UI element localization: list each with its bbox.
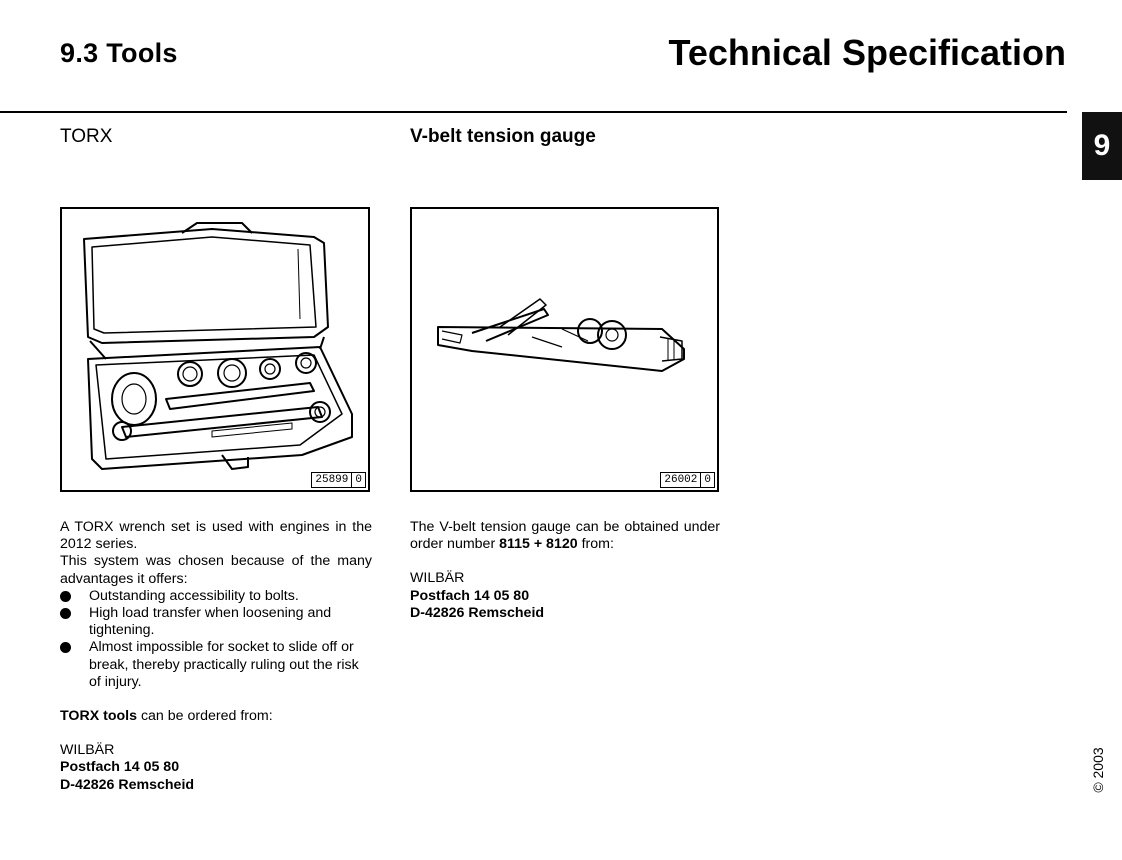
torx-supplier-city: D-42826 Remscheid: [60, 776, 195, 793]
torx-intro: A TORX wrench set is used with engines in the 2012 series.: [60, 519, 372, 553]
advantage-text: High load transfer when loosening and tightening.: [89, 605, 332, 639]
torx-description: [60, 519, 372, 794]
bullet-icon: [60, 642, 71, 653]
torx-wrench-set-figure: [60, 207, 370, 492]
vbelt-figure-index: 0: [700, 473, 714, 487]
torx-figure-number: [311, 472, 366, 488]
vbelt-text-after: from:: [577, 536, 614, 553]
chapter-tab[interactable]: 9: [1082, 112, 1122, 180]
bullet-icon: [60, 608, 71, 619]
vbelt-order-number: 8115 + 8120: [499, 536, 578, 553]
torx-figure-index: 0: [351, 473, 365, 487]
list-item: [60, 639, 372, 691]
vbelt-text-before: The V-belt tension gauge can be obtained under order number: [410, 519, 720, 553]
vbelt-supplier-postbox: Postfach 14 05 80: [410, 587, 530, 604]
list-item: [60, 605, 372, 639]
bullet-icon: [60, 591, 71, 602]
vbelt-supplier-name: WILBÄR: [410, 570, 465, 587]
copyright-notice: [1088, 740, 1108, 800]
torx-figure-id: 25899: [315, 474, 349, 486]
vbelt-heading: V-belt tension gauge: [410, 126, 596, 147]
torx-heading: TORX: [60, 126, 113, 147]
vbelt-figure-number: [660, 472, 715, 488]
torx-case-illustration: [62, 209, 368, 490]
torx-supplier-postbox: Postfach 14 05 80: [60, 759, 180, 776]
torx-order-bold: TORX tools: [60, 708, 137, 725]
document-title: Technical Specification: [668, 32, 1066, 73]
copyright-text: © 2003: [1090, 747, 1106, 793]
list-item: [60, 588, 372, 605]
torx-order-rest: can be ordered from:: [137, 708, 273, 725]
vbelt-order-text: [410, 519, 720, 553]
torx-reason: This system was chosen because of the many advantages it offers:: [60, 553, 372, 587]
vbelt-tension-gauge-figure: [410, 207, 719, 492]
vbelt-figure-id: 26002: [664, 474, 698, 486]
advantage-text: Outstanding accessibility to bolts.: [89, 587, 299, 604]
header-rule: [0, 111, 1067, 113]
section-title: 9.3 Tools: [60, 38, 178, 68]
vbelt-supplier-city: D-42826 Remscheid: [410, 604, 545, 621]
torx-supplier-name: WILBÄR: [60, 742, 115, 759]
vbelt-description: [410, 519, 720, 622]
torx-advantages-list: [60, 588, 372, 691]
tension-gauge-illustration: [412, 209, 717, 490]
torx-order-note: [60, 708, 372, 725]
advantage-text: Almost impossible for socket to slide off or break, thereby practically ruling out the risk of injury.: [89, 639, 359, 690]
